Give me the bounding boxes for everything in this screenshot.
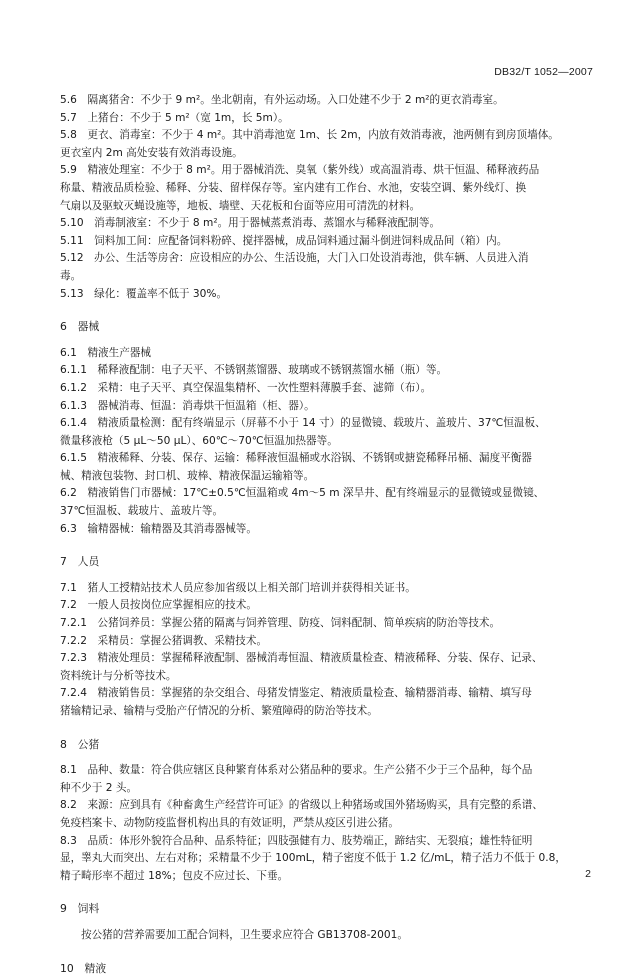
clause-5-8: 5.8 更衣、消毒室：不少于 4 m²。其中消毒池宽 1m、长 2m，内放有效消毒液，池两侧有到房顶墙体。 [60, 129, 559, 142]
clause-5-9: 5.9 精液处理室：不少于 8 m²。用于器械消洗、臭氧（紫外线）或高温消毒、烘干恒温、稀释液药品 [60, 164, 540, 177]
clause-5-9-cont-1: 称量、精液品质检验、稀释、分装、留样保存等。室内建有工作台、水池，安装空调、紫外线灯、换 [60, 181, 527, 194]
clause-5-7: 5.7 上猪台：不少于 5 m²（宽 1m，长 5m）。 [60, 111, 289, 124]
clause-7-2-3: 7.2.3 精液处理员：掌握稀释液配制、器械消毒恒温、精液质量检查、精液稀释、分装、保存、记录、 [60, 652, 543, 665]
clause-6-1-4: 6.1.4 精液质量检测：配有终端显示（屏幕不小于 14 寸）的显微镜、载玻片、盖玻片、37℃恒温板、 [60, 417, 546, 430]
clause-6-1-5-cont: 械、精液包装物、封口机、玻棒、精液保温运输箱等。 [60, 469, 315, 482]
clause-6-1-2: 6.1.2 采精：电子天平、真空保温集精杯、一次性塑料薄膜手套、滤筛（布）。 [60, 381, 432, 394]
clause-6-2-cont: 37℃恒温板、载玻片、盖玻片等。 [60, 505, 224, 518]
clause-5-13: 5.13 绿化：覆盖率不低于 30%。 [60, 287, 228, 300]
clause-8-3: 8.3 品质：体形外貌符合品种、品系特征；四肢强健有力、肢势端正，蹄结实、无裂痕；雄性特征明 [60, 834, 533, 847]
clause-6-1-4-cont: 微量移液枪（5 μL～50 μL）、60℃～70℃恒温加热器等。 [60, 434, 338, 447]
clause-7-2-2: 7.2.2 采精员：掌握公猪调教、采精技术。 [60, 634, 268, 647]
section-6-items [60, 345, 592, 539]
clause-5-9-cont-2: 气扇以及驱蚊灭蝇设施等，地板、墙壁、天花板和台面等应用可清洗的材料。 [60, 199, 421, 212]
clause-5-12-cont: 毒。 [60, 269, 82, 282]
clause-7-2-3-cont: 资料统计与分析等技术。 [60, 669, 177, 682]
clause-8-2-cont: 免疫档案卡、动物防疫监督机构出具的有效证明，严禁从疫区引进公猪。 [60, 816, 399, 829]
clause-6-1: 6.1 精液生产器械 [60, 346, 152, 359]
section-6-heading: 6 器械 [60, 320, 100, 334]
clause-8-3-cont-2: 精子畸形率不超过 18%；包皮不应过长、下垂。 [60, 869, 289, 882]
section-7-heading: 7 人员 [60, 555, 100, 569]
clause-6-1-5: 6.1.5 精液稀释、分装、保存、运输：稀释液恒温桶或水浴锅、不锈钢或搪瓷稀释吊桶、漏度平衡器 [60, 452, 532, 465]
clause-8-1-cont: 种不少于 2 头。 [60, 781, 138, 794]
clause-5-6: 5.6 隔离猪舍：不少于 9 m²。坐北朝南，有外运动场。入口处建不少于 2 m²的更衣消毒室。 [60, 94, 504, 106]
clause-5-8-cont: 更衣室内 2m 高处安装有效消毒设施。 [60, 146, 243, 159]
standard-code: DB32/T 1052—2007 [494, 66, 593, 78]
clause-7-2-4: 7.2.4 精液销售员：掌握猪的杂交组合、母猪发情鉴定、精液质量检查、输精器消毒、输精、填写母 [60, 687, 532, 700]
clause-5-11: 5.11 饲料加工间：应配备饲料粉碎、搅拌器械，成品饲料通过漏斗倒进饲料成品间（箱）内。 [60, 234, 508, 247]
clause-7-2: 7.2 一般人员按岗位应掌握相应的技术。 [60, 599, 257, 612]
section-9-heading: 9 饲料 [60, 902, 100, 916]
clause-6-3: 6.3 输精器械：输精器及其消毒器械等。 [60, 522, 257, 535]
clause-7-2-4-cont: 猪输精记录、输精与受胎产仔情况的分析、繁殖障碍的防治等技术。 [60, 705, 378, 717]
clause-6-2: 6.2 精液销售门市器械：17℃±0.5℃恒温箱或 4m～5 m 深旱井、配有终端显示的显微镜或显微镜、 [60, 487, 545, 500]
section-5-items [60, 92, 592, 303]
clause-8-1: 8.1 品种、数量：符合供应辖区良种繁育体系对公猪品种的要求。生产公猪不少于三个品种，每个品 [60, 764, 533, 777]
clause-8-3-cont-1: 显，睾丸大而突出、左右对称；采精量不少于 100mL，精子密度不低于 1.2 亿/mL，精子活力不低于 0.8， [60, 852, 566, 865]
clause-6-1-3: 6.1.3 器械消毒、恒温：消毒烘干恒温箱（柜、器）。 [60, 399, 315, 412]
section-9-text: 按公猪的营养需要加工配合饲料，卫生要求应符合 GB13708-2001。 [81, 928, 408, 941]
clause-5-10: 5.10 消毒制液室：不少于 8 m²。用于器械蒸煮消毒、蒸馏水与稀释液配制等。 [60, 217, 441, 230]
clause-7-1: 7.1 猪人工授精站技术人员应参加省级以上相关部门培训并获得相关证书。 [60, 581, 416, 594]
clause-8-2: 8.2 来源：应到具有《种畜禽生产经营许可证》的省级以上种猪场或国外猪场购买，具有完整的系谱、 [60, 799, 543, 812]
section-8-heading: 8 公猪 [60, 737, 100, 751]
clause-7-2-1: 7.2.1 公猪饲养员：掌握公猪的隔离与饲养管理、防疫、饲料配制、简单疾病的防治等技术。 [60, 617, 501, 630]
document-body [60, 92, 592, 977]
clause-5-12: 5.12 办公、生活等房舍：应设相应的办公、生活设施，大门入口处设消毒池，供车辆、人员进入消 [60, 252, 529, 265]
page-number: 2 [585, 868, 591, 880]
section-7-items [60, 580, 592, 721]
section-10-heading: 10 精液 [60, 961, 107, 975]
section-8-items [60, 762, 592, 885]
clause-6-1-1: 6.1.1 稀释液配制：电子天平、不锈钢蒸馏器、玻璃或不锈钢蒸馏水桶（瓶）等。 [60, 364, 448, 377]
